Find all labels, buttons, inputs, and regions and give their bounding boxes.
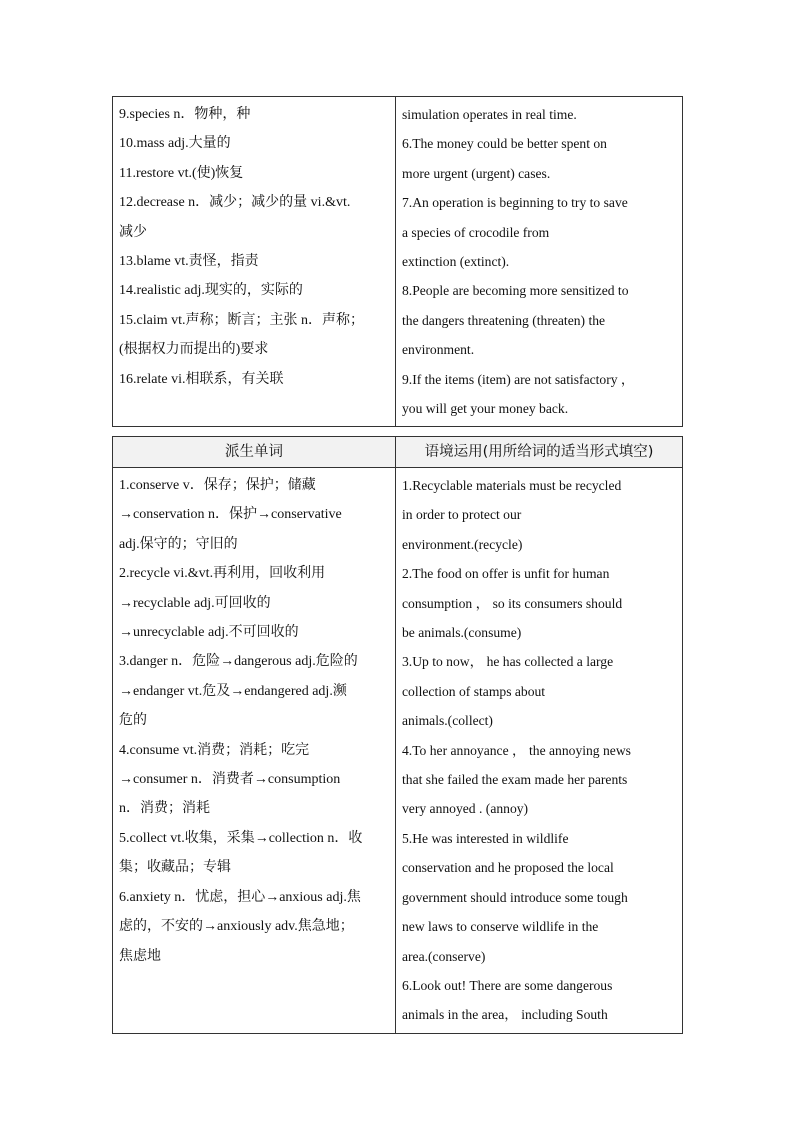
exercise-line: in order to protect our xyxy=(402,507,522,523)
exercise-line: environment.(recycle) xyxy=(402,536,523,552)
word-entry: 焦虑地 xyxy=(119,948,161,964)
exercise-line: be animals.(consume) xyxy=(402,625,522,641)
vocabulary-table-top xyxy=(112,96,683,427)
word-entry: 13.blame vt.责怪，指责 xyxy=(119,254,259,270)
word-entry: 14.realistic adj.现实的，实际的 xyxy=(119,283,303,299)
word-entry: →unrecyclable adj.不可回收的 xyxy=(119,625,299,641)
derived-words-table xyxy=(112,436,683,1034)
exercise-line: 5.He was interested in wildlife xyxy=(402,830,569,846)
exercise-line: 1.Recyclable materials must be recycled xyxy=(402,478,622,493)
exercise-line: very annoyed . (annoy) xyxy=(402,801,529,817)
exercise-line: 7.An operation is beginning to try to save xyxy=(402,195,628,211)
word-list-cell xyxy=(113,97,396,427)
word-entry: 9.species n．物种，种 xyxy=(119,107,251,122)
word-entry: 15.claim vt.声称；断言；主张 n．声称； xyxy=(119,312,364,328)
exercise-line: 4.To her annoyance ， the annoying news xyxy=(402,742,631,758)
word-entry: 4.consume vt.消费；消耗；吃完 xyxy=(119,742,310,758)
word-entry: (根据权力而提出的)要求 xyxy=(119,342,269,358)
column-header-derived-words: 派生单词 xyxy=(113,437,396,468)
exercise-line: collection of stamps about xyxy=(402,683,546,699)
exercise-line: 6.Look out! There are some dangerous xyxy=(402,977,613,993)
table-row xyxy=(113,97,683,427)
exercise-line: that she failed the exam made her parents xyxy=(402,772,628,788)
table-header-row xyxy=(113,437,683,468)
word-entry: adj.保守的；守旧的 xyxy=(119,536,238,552)
word-entry: 危的 xyxy=(119,713,147,729)
exercise-line: 6.The money could be better spent on xyxy=(402,136,607,152)
word-list-cell xyxy=(113,468,396,1034)
exercise-line: more urgent (urgent) cases. xyxy=(402,165,551,181)
word-entry: 虑的，不安的→anxiously adv.焦急地； xyxy=(119,919,354,935)
word-entry: →consumer n．消费者→consumption xyxy=(119,772,341,788)
table-row xyxy=(113,468,683,1034)
word-entry: 1.conserve v．保存；保护；储藏 xyxy=(119,478,316,493)
word-entry: 5.collect vt.收集，采集→collection n．收 xyxy=(119,830,363,846)
word-entry: 16.relate vi.相联系，有关联 xyxy=(119,371,284,387)
exercise-line: simulation operates in real time. xyxy=(402,107,577,122)
word-entry: →recyclable adj.可回收的 xyxy=(119,595,271,611)
exercise-line: 8.People are becoming more sensitized to xyxy=(402,283,629,299)
exercise-line: 2.The food on offer is unfit for human xyxy=(402,566,610,582)
exercise-line: environment. xyxy=(402,342,475,358)
exercise-line: the dangers threatening (threaten) the xyxy=(402,312,606,328)
exercise-line: 9.If the items (item) are not satisfactory ， xyxy=(402,371,635,387)
word-entry: 集；收藏品；专辑 xyxy=(119,860,231,876)
exercise-line: animals.(collect) xyxy=(402,713,493,729)
exercise-line: animals in the area， including South xyxy=(402,1007,608,1023)
word-entry: 3.danger n．危险→dangerous adj.危险的 xyxy=(119,654,358,670)
exercise-line: new laws to conserve wildlife in the xyxy=(402,919,599,935)
word-entry: 10.mass adj.大量的 xyxy=(119,136,231,152)
exercise-line: 3.Up to now， he has collected a large xyxy=(402,654,614,670)
word-entry: 12.decrease n．减少；减少的量 vi.&vt. xyxy=(119,195,351,211)
exercise-line: extinction (extinct). xyxy=(402,254,510,270)
exercise-line: consumption ， so its consumers should xyxy=(402,595,623,611)
context-exercise-cell xyxy=(396,97,683,427)
exercise-line: area.(conserve) xyxy=(402,948,486,964)
word-entry: 11.restore vt.(使)恢复 xyxy=(119,165,244,181)
column-header-context-usage: 语境运用(用所给词的适当形式填空) xyxy=(396,437,683,468)
exercise-line: you will get your money back. xyxy=(402,401,569,417)
context-exercise-cell xyxy=(396,468,683,1034)
word-entry: →conservation n．保护→conservative xyxy=(119,507,342,523)
exercise-line: conservation and he proposed the local xyxy=(402,860,614,876)
word-entry: n．消费；消耗 xyxy=(119,801,210,817)
word-entry: 6.anxiety n．忧虑，担心→anxious adj.焦 xyxy=(119,889,361,905)
exercise-line: a species of crocodile from xyxy=(402,224,550,240)
word-entry: 2.recycle vi.&vt.再利用，回收利用 xyxy=(119,566,326,582)
word-entry: →endanger vt.危及→endangered adj.濒 xyxy=(119,683,347,699)
exercise-line: government should introduce some tough xyxy=(402,889,628,905)
word-entry: 减少 xyxy=(119,224,147,240)
